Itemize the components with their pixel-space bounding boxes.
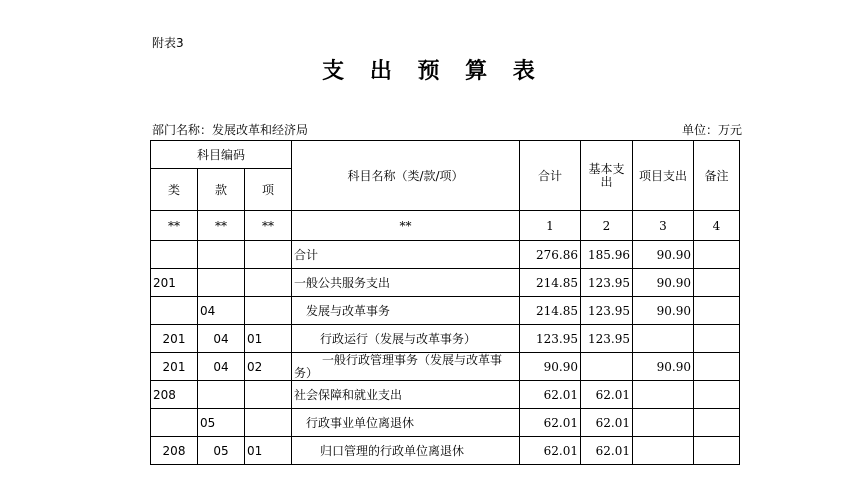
cell-remark [694,409,740,437]
cell-xiang [245,381,292,409]
unit-label: 单位：万元 [682,123,743,137]
index-cell: ** [245,211,292,241]
index-cell: 4 [694,211,740,241]
cell-kuan: 04 [198,353,245,381]
cell-total: 123.95 [520,325,581,353]
table-row [151,353,740,381]
cell-basic: 62.01 [581,381,633,409]
cell-total: 62.01 [520,437,581,465]
table-row [151,325,740,353]
cell-xiang [245,269,292,297]
index-row [151,211,740,241]
cell-project: 90.90 [633,269,694,297]
cell-total: 276.86 [520,241,581,269]
cell-xiang [245,241,292,269]
cell-project: 90.90 [633,353,694,381]
cell-remark [694,381,740,409]
index-cell: ** [198,211,245,241]
cell-project [633,409,694,437]
index-cell: ** [292,211,520,241]
cell-lei: 201 [151,353,198,381]
cell-project [633,381,694,409]
cell-name: 一般公共服务支出 [292,269,520,297]
cell-lei: 208 [151,437,198,465]
page-title: 支 出 预 算 表 [322,58,544,84]
table-row [151,241,740,269]
cell-basic: 62.01 [581,409,633,437]
cell-name: 社会保障和就业支出 [292,381,520,409]
cell-name: 行政运行（发展与改革事务） [292,325,520,353]
index-cell: ** [151,211,198,241]
cell-remark [694,241,740,269]
cell-kuan [198,381,245,409]
header-remark: 备注 [694,141,740,211]
cell-remark [694,353,740,381]
table-row [151,437,740,465]
department-name: 部门名称：发展改革和经济局 [152,123,309,137]
table-row [151,381,740,409]
cell-total: 90.90 [520,353,581,381]
cell-total: 214.85 [520,297,581,325]
cell-kuan: 05 [198,437,245,465]
cell-name: 行政事业单位离退休 [292,409,520,437]
cell-name: 归口管理的行政单位离退休 [292,437,520,465]
cell-kuan: 05 [198,409,245,437]
cell-basic [581,353,633,381]
cell-xiang [245,297,292,325]
header-kuan: 款 [198,169,245,211]
appendix-label: 附表3 [152,36,184,50]
header-total: 合计 [520,141,581,211]
cell-xiang [245,409,292,437]
cell-kuan [198,241,245,269]
header-subject-name: 科目名称（类/款/项） [292,141,520,211]
cell-remark [694,297,740,325]
table-row [151,269,740,297]
cell-basic: 123.95 [581,297,633,325]
cell-total: 62.01 [520,409,581,437]
cell-basic: 123.95 [581,325,633,353]
cell-name: 一般行政管理事务（发展与改革事务） [292,353,520,381]
header-basic: 基本支出 [581,141,633,211]
cell-project [633,325,694,353]
cell-lei [151,297,198,325]
cell-lei: 208 [151,381,198,409]
cell-kuan: 04 [198,297,245,325]
cell-project: 90.90 [633,241,694,269]
cell-remark [694,437,740,465]
cell-name: 合计 [292,241,520,269]
cell-basic: 62.01 [581,437,633,465]
index-cell: 2 [581,211,633,241]
cell-total: 62.01 [520,381,581,409]
cell-xiang: 01 [245,325,292,353]
cell-lei: 201 [151,325,198,353]
header-project: 项目支出 [633,141,694,211]
cell-remark [694,269,740,297]
table-row [151,409,740,437]
cell-project [633,437,694,465]
header-xiang: 项 [245,169,292,211]
cell-lei [151,241,198,269]
index-cell: 1 [520,211,581,241]
cell-basic: 123.95 [581,269,633,297]
index-cell: 3 [633,211,694,241]
budget-table [150,140,740,465]
cell-xiang: 01 [245,437,292,465]
cell-kuan [198,269,245,297]
table-row [151,297,740,325]
cell-kuan: 04 [198,325,245,353]
header-lei: 类 [151,169,198,211]
cell-xiang: 02 [245,353,292,381]
header-subject-code: 科目编码 [151,141,292,169]
cell-name: 发展与改革事务 [292,297,520,325]
cell-basic: 185.96 [581,241,633,269]
cell-project: 90.90 [633,297,694,325]
cell-lei: 201 [151,269,198,297]
cell-total: 214.85 [520,269,581,297]
cell-remark [694,325,740,353]
cell-lei [151,409,198,437]
